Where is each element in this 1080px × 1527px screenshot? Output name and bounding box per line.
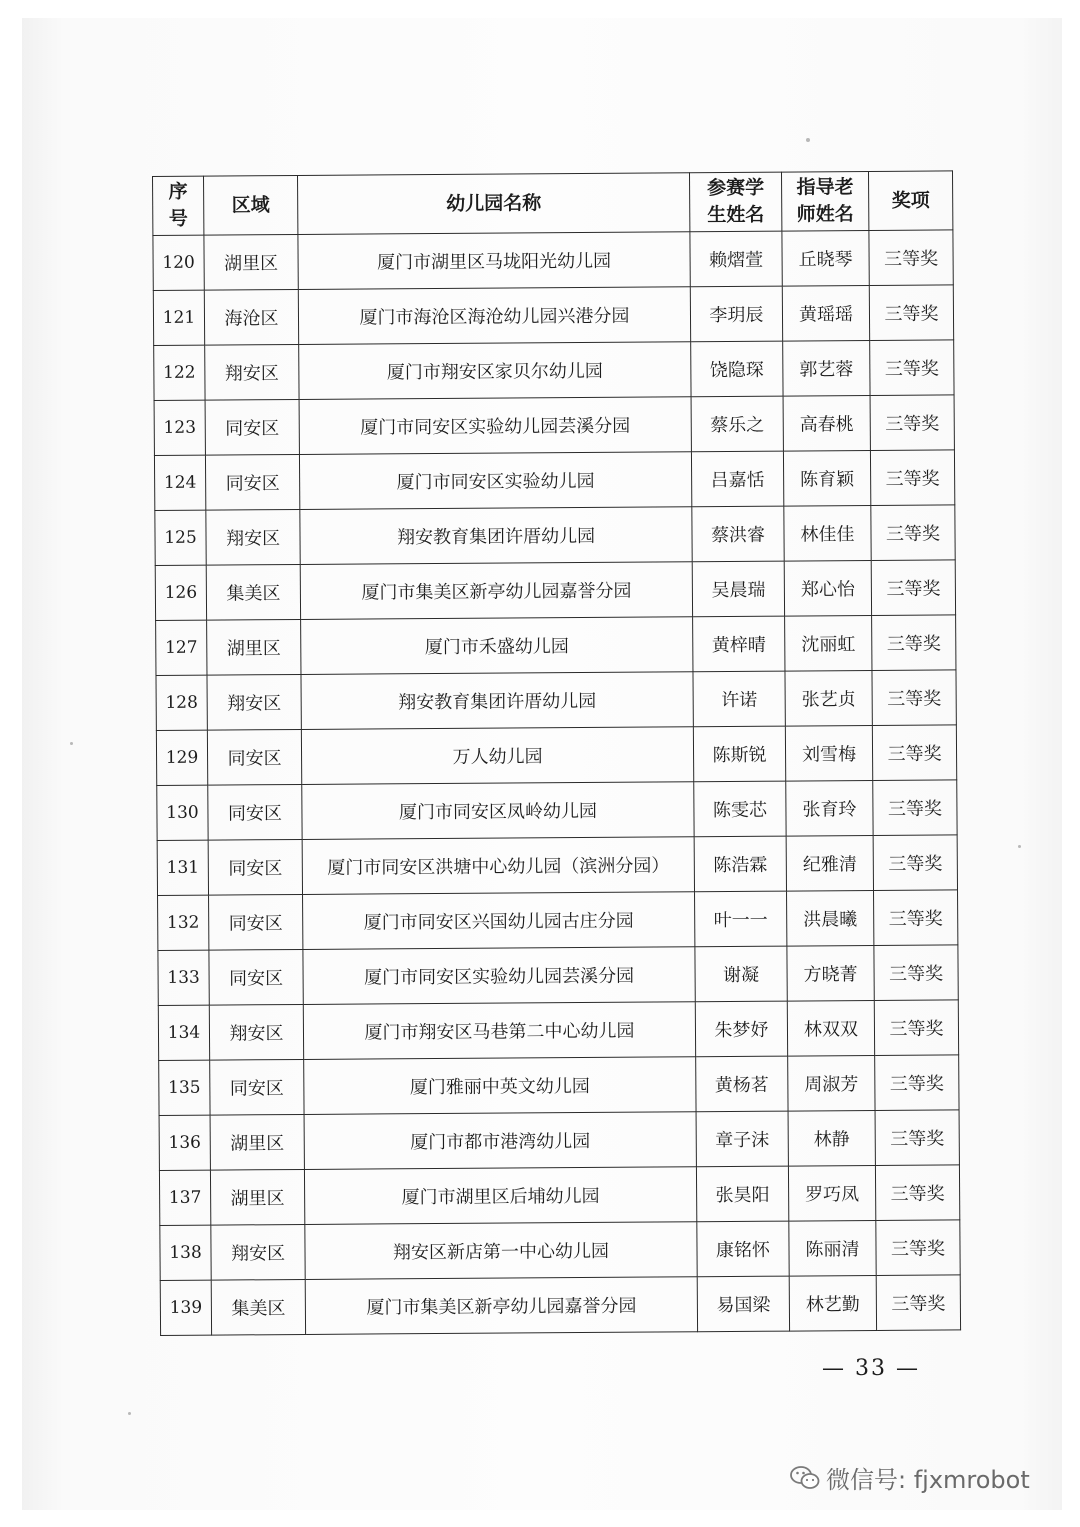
cell-kindergarten: 厦门市湖里区马垅阳光幼儿园 — [298, 232, 690, 290]
wechat-icon — [790, 1465, 820, 1491]
cell-student: 陈浩霖 — [694, 836, 786, 892]
cell-award: 三等奖 — [874, 1000, 958, 1056]
cell-kindergarten: 厦门市翔安区马巷第二中心幼儿园 — [303, 1002, 695, 1060]
cell-award: 三等奖 — [872, 725, 956, 781]
cell-student: 张昊阳 — [696, 1166, 788, 1222]
cell-student: 易国梁 — [697, 1276, 789, 1332]
table-row — [156, 670, 956, 731]
table-row — [154, 395, 954, 456]
watermark-text: 微信号: fjxmrobot — [826, 1466, 1030, 1494]
scan-speck — [70, 742, 73, 745]
table-row — [157, 835, 957, 896]
cell-award: 三等奖 — [872, 670, 956, 726]
cell-no: 130 — [157, 785, 208, 840]
cell-teacher: 郑心怡 — [784, 560, 871, 616]
cell-teacher: 林双双 — [787, 1000, 874, 1056]
cell-kindergarten: 厦门市湖里区后埔幼儿园 — [304, 1167, 696, 1225]
cell-kindergarten: 厦门市同安区洪塘中心幼儿园（滨洲分园） — [302, 837, 694, 895]
scan-speck — [128, 1412, 131, 1415]
cell-award: 三等奖 — [869, 230, 953, 286]
table-row — [160, 1275, 960, 1336]
cell-teacher: 沈丽虹 — [785, 615, 872, 671]
cell-student: 叶一一 — [695, 891, 787, 947]
cell-no: 129 — [156, 730, 207, 785]
cell-student: 陈雯芯 — [694, 781, 786, 837]
cell-area: 集美区 — [211, 1279, 305, 1335]
table-row — [158, 890, 958, 951]
cell-kindergarten: 翔安教育集团许厝幼儿园 — [301, 672, 693, 730]
table-row — [154, 340, 954, 401]
cell-teacher: 郭艺蓉 — [783, 340, 870, 396]
cell-no: 136 — [159, 1115, 210, 1170]
scan-speck — [1018, 845, 1021, 848]
cell-no: 135 — [159, 1060, 210, 1115]
header-kindergarten: 幼儿园名称 — [297, 173, 689, 235]
cell-no: 123 — [154, 400, 205, 455]
cell-area: 翔安区 — [205, 344, 299, 400]
cell-area: 同安区 — [205, 454, 299, 510]
cell-no: 125 — [155, 510, 206, 565]
table-row — [159, 1055, 959, 1116]
cell-award: 三等奖 — [875, 1110, 959, 1166]
cell-kindergarten: 厦门市集美区新亭幼儿园嘉誉分园 — [305, 1277, 697, 1335]
cell-no: 137 — [159, 1170, 210, 1225]
cell-student: 黄梓晴 — [693, 616, 785, 672]
cell-no: 127 — [156, 620, 207, 675]
wechat-watermark — [790, 1460, 1030, 1495]
cell-student: 章子沫 — [696, 1111, 788, 1167]
cell-kindergarten: 厦门市禾盛幼儿园 — [301, 617, 693, 675]
cell-no: 134 — [158, 1005, 209, 1060]
cell-no: 128 — [156, 675, 207, 730]
cell-no: 126 — [155, 565, 206, 620]
cell-award: 三等奖 — [870, 450, 954, 506]
cell-student: 吕嘉恬 — [691, 451, 783, 507]
table-row — [158, 945, 958, 1006]
header-student-text: 参赛学 生姓名 — [707, 176, 765, 227]
cell-award: 三等奖 — [875, 1055, 959, 1111]
cell-award: 三等奖 — [875, 1165, 959, 1221]
cell-award: 三等奖 — [874, 945, 958, 1001]
cell-teacher: 林佳佳 — [784, 505, 871, 561]
cell-area: 海沧区 — [204, 289, 298, 345]
cell-area: 集美区 — [206, 564, 300, 620]
cell-teacher: 黄瑶瑶 — [782, 285, 869, 341]
cell-award: 三等奖 — [876, 1275, 960, 1331]
cell-student: 吴晨瑞 — [692, 561, 784, 617]
cell-teacher: 刘雪梅 — [785, 725, 872, 781]
cell-student: 黄杨茗 — [696, 1056, 788, 1112]
cell-teacher: 张育玲 — [786, 780, 873, 836]
cell-kindergarten: 厦门市同安区实验幼儿园芸溪分园 — [303, 947, 695, 1005]
cell-teacher: 罗巧凤 — [788, 1165, 875, 1221]
scan-speck — [806, 138, 810, 142]
cell-award: 三等奖 — [874, 890, 958, 946]
cell-award: 三等奖 — [873, 780, 957, 836]
cell-award: 三等奖 — [869, 285, 953, 341]
header-teacher — [781, 171, 868, 231]
cell-teacher: 高春桃 — [783, 395, 870, 451]
cell-student: 蔡乐之 — [691, 396, 783, 452]
cell-no: 122 — [154, 345, 205, 400]
cell-award: 三等奖 — [871, 560, 955, 616]
page-number: — 33 — — [822, 1356, 920, 1381]
cell-kindergarten: 厦门市集美区新亭幼儿园嘉誉分园 — [300, 562, 692, 620]
cell-no: 138 — [160, 1225, 211, 1280]
cell-area: 翔安区 — [206, 509, 300, 565]
cell-area: 湖里区 — [210, 1114, 304, 1170]
cell-area: 同安区 — [208, 839, 302, 895]
cell-kindergarten: 厦门市都市港湾幼儿园 — [304, 1112, 696, 1170]
cell-kindergarten: 翔安教育集团许厝幼儿园 — [300, 507, 692, 565]
cell-no: 124 — [154, 455, 205, 510]
table-row — [159, 1110, 959, 1171]
cell-area: 翔安区 — [211, 1224, 305, 1280]
header-area: 区域 — [204, 175, 298, 235]
header-teacher-text: 指导老 师姓名 — [796, 176, 854, 226]
table-row — [155, 560, 955, 621]
table-header-row — [153, 171, 953, 236]
cell-student: 许诺 — [693, 671, 785, 727]
cell-award: 三等奖 — [870, 340, 954, 396]
cell-student: 谢凝 — [695, 946, 787, 1002]
cell-kindergarten: 厦门雅丽中英文幼儿园 — [304, 1057, 696, 1115]
cell-no: 120 — [153, 235, 204, 290]
cell-area: 同安区 — [208, 784, 302, 840]
cell-student: 康铭怀 — [697, 1221, 789, 1277]
header-no — [153, 176, 204, 235]
cell-no: 121 — [153, 290, 204, 345]
cell-area: 翔安区 — [209, 1004, 303, 1060]
table-row — [156, 615, 956, 676]
cell-award: 三等奖 — [871, 505, 955, 561]
header-student — [689, 172, 781, 232]
cell-teacher: 陈育颖 — [783, 450, 870, 506]
cell-area: 湖里区 — [210, 1169, 304, 1225]
cell-student: 蔡洪睿 — [692, 506, 784, 562]
cell-student: 朱梦妤 — [695, 1001, 787, 1057]
table-row — [158, 1000, 958, 1061]
cell-area: 同安区 — [207, 729, 301, 785]
cell-teacher: 林艺勤 — [789, 1275, 876, 1331]
cell-area: 翔安区 — [207, 674, 301, 730]
cell-kindergarten: 厦门市海沧区海沧幼儿园兴港分园 — [298, 287, 690, 345]
cell-student: 陈斯锐 — [693, 726, 785, 782]
table-row — [153, 230, 953, 291]
table-row — [157, 780, 957, 841]
cell-award: 三等奖 — [873, 835, 957, 891]
cell-award: 三等奖 — [870, 395, 954, 451]
table-row — [160, 1220, 960, 1281]
header-award: 奖项 — [868, 171, 952, 231]
cell-teacher: 林静 — [788, 1110, 875, 1166]
cell-no: 132 — [158, 895, 209, 950]
cell-kindergarten: 翔安区新店第一中心幼儿园 — [305, 1222, 697, 1280]
cell-teacher: 丘晓琴 — [782, 230, 869, 286]
cell-no: 139 — [160, 1280, 211, 1335]
header-no-text: 序 号 — [168, 180, 188, 230]
cell-kindergarten: 厦门市同安区实验幼儿园芸溪分园 — [299, 397, 691, 455]
cell-teacher: 洪晨曦 — [787, 890, 874, 946]
cell-kindergarten: 厦门市同安区实验幼儿园 — [299, 452, 691, 510]
cell-area: 同安区 — [209, 894, 303, 950]
cell-teacher: 纪雅清 — [786, 835, 873, 891]
award-table — [152, 170, 961, 1336]
cell-no: 133 — [158, 950, 209, 1005]
cell-area: 湖里区 — [204, 234, 298, 290]
cell-teacher: 方晓菁 — [787, 945, 874, 1001]
table-row — [153, 285, 953, 346]
table-row — [156, 725, 956, 786]
table-row — [159, 1165, 959, 1226]
cell-kindergarten: 厦门市同安区兴国幼儿园古庄分园 — [303, 892, 695, 950]
table-row — [155, 505, 955, 566]
cell-teacher: 周淑芳 — [788, 1055, 875, 1111]
cell-kindergarten: 万人幼儿园 — [301, 727, 693, 785]
cell-area: 同安区 — [205, 399, 299, 455]
cell-kindergarten: 厦门市同安区凤岭幼儿园 — [302, 782, 694, 840]
cell-teacher: 张艺贞 — [785, 670, 872, 726]
cell-award: 三等奖 — [876, 1220, 960, 1276]
cell-area: 同安区 — [209, 949, 303, 1005]
cell-area: 湖里区 — [207, 619, 301, 675]
cell-teacher: 陈丽清 — [789, 1220, 876, 1276]
cell-no: 131 — [157, 840, 208, 895]
cell-area: 同安区 — [210, 1059, 304, 1115]
cell-student: 李玥辰 — [690, 286, 782, 342]
table-row — [154, 450, 954, 511]
cell-student: 赖熠萱 — [690, 231, 782, 287]
cell-kindergarten: 厦门市翔安区家贝尔幼儿园 — [299, 342, 691, 400]
table-body — [153, 230, 961, 1336]
cell-award: 三等奖 — [872, 615, 956, 671]
cell-student: 饶隐琛 — [691, 341, 783, 397]
